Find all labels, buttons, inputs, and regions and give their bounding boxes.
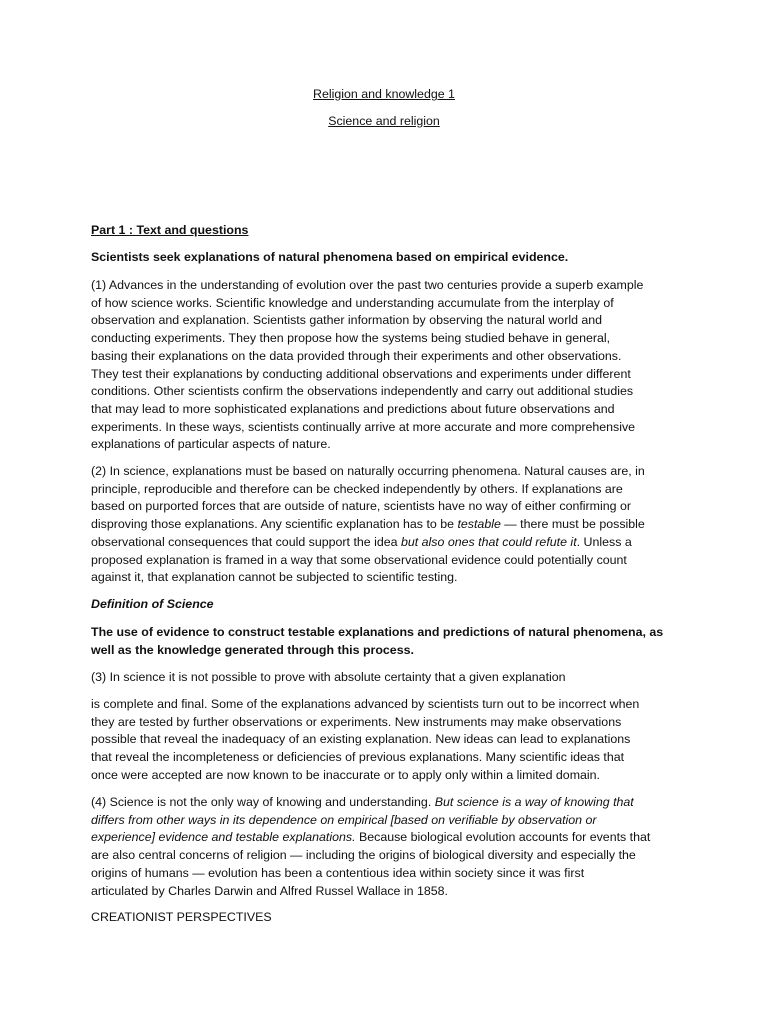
definition-line: well as the knowledge generated through this process. [91,642,414,657]
paragraph-2-line [91,534,681,552]
paragraph-2-line: (2) In science, explanations must be based on naturally occurring phenomena. Natural causes are, in [91,464,645,478]
paragraph-4-line: origins of humans — evolution has been a contentious idea within society since it was first [91,865,585,880]
definition-heading: Definition of Science [91,597,214,611]
paragraph-2-line: based on purported forces that are outside of nature, scientists have no way of either confirming or [91,499,631,514]
paragraph-4 [91,794,681,900]
paragraph-1-line: of how science works. Scientific knowledge and understanding accumulate from the interplay of [91,295,614,310]
section-heading: CREATIONIST PERSPECTIVES [91,910,272,924]
document-title: Religion and knowledge 1 [313,87,455,101]
paragraph-3-line: once were accepted are now known to be inaccurate or to apply only within a limited domain. [91,767,600,782]
paragraph-2-line: proposed explanation is framed in a way that some observational evidence could potentially count [91,552,627,567]
paragraph-1-line: experiments. In these ways, scientists continually arrive at more accurate and more comprehensive [91,419,636,434]
emphasis-science-way: But science is a way of knowing that [434,795,634,809]
paragraph-1-line: basing their explanations on the data provided through their experiments and other observations. [91,348,622,363]
paragraph-4-line: are also central concerns of religion — including the origins of biological diversity and especially the [91,848,636,863]
paragraph-1-line: that may lead to more sophisticated explanations and predictions about future observations and [91,401,615,416]
definition-line: The use of evidence to construct testable explanations and predictions of natural phenomena, as [91,625,664,639]
paragraph-2 [91,463,681,587]
paragraph-1-line: explanations of particular aspects of nature. [91,437,331,452]
paragraph-3-first: (3) In science it is not possible to prove with absolute certainty that a given explanation [91,670,566,684]
paragraph-2-line [91,516,681,534]
paragraph-1-line: conducting experiments. They then propose how the systems being studied behave in general, [91,331,611,346]
paragraph-2-line: principle, reproducible and therefore can be checked independently by others. If explanations are [91,481,623,496]
emphasis-testable: testable [457,517,501,532]
line-text: disproving those explanations. Any scientific explanation has to be [91,517,458,532]
paragraph-1 [91,277,681,454]
emphasis-refute: but also ones that could refute it [400,534,577,549]
emphasis-evidence: experience] evidence and testable explanations. [91,830,356,845]
paragraph-3-line: they are tested by further observations or experiments. New instruments may make observations [91,714,622,729]
paragraph-1-line: (1) Advances in the understanding of evolution over the past two centuries provide a superb example [91,278,644,292]
paragraph-4-line [91,794,681,812]
emphasis-empirical: differs from other ways in its dependence on empirical [based on verifiable by observation or [91,812,597,827]
line-text: Because biological evolution accounts for events that [355,830,651,845]
document-subtitle: Science and religion [328,114,440,128]
lead-statement: Scientists seek explanations of natural phenomena based on empirical evidence. [91,250,569,264]
line-text: — there must be possible [500,517,645,532]
paragraph-1-line: conditions. Other scientists confirm the observations independently and carry out additional studies [91,384,634,399]
paragraph-2-line: against it, that explanation cannot be subjected to scientific testing. [91,570,458,585]
definition-text [91,624,681,659]
paragraph-1-line: They test their explanations by conducting additional observations and experiments under different [91,366,631,381]
line-text: (4) Science is not the only way of knowing and understanding. [91,795,435,809]
paragraph-1-line: observation and explanation. Scientists gather information by observing the natural world and [91,313,603,328]
paragraph-4-line [91,812,681,830]
line-text: . Unless a [576,534,632,549]
paragraph-3-line: possible that reveal the inadequacy of an existing explanation. New ideas can lead to explanations [91,732,631,747]
paragraph-3 [91,696,681,785]
paragraph-3-line: is complete and final. Some of the explanations advanced by scientists turn out to be incorrect when [91,697,640,711]
paragraph-3-line: that reveal the incompleteness or deficiencies of previous explanations. Many scientific ideas that [91,750,625,765]
part-heading: Part 1 : Text and questions [91,223,249,237]
paragraph-4-line [91,829,681,847]
line-text: observational consequences that could support the idea [91,534,401,549]
paragraph-4-line: articulated by Charles Darwin and Alfred Russel Wallace in 1858. [91,883,448,898]
